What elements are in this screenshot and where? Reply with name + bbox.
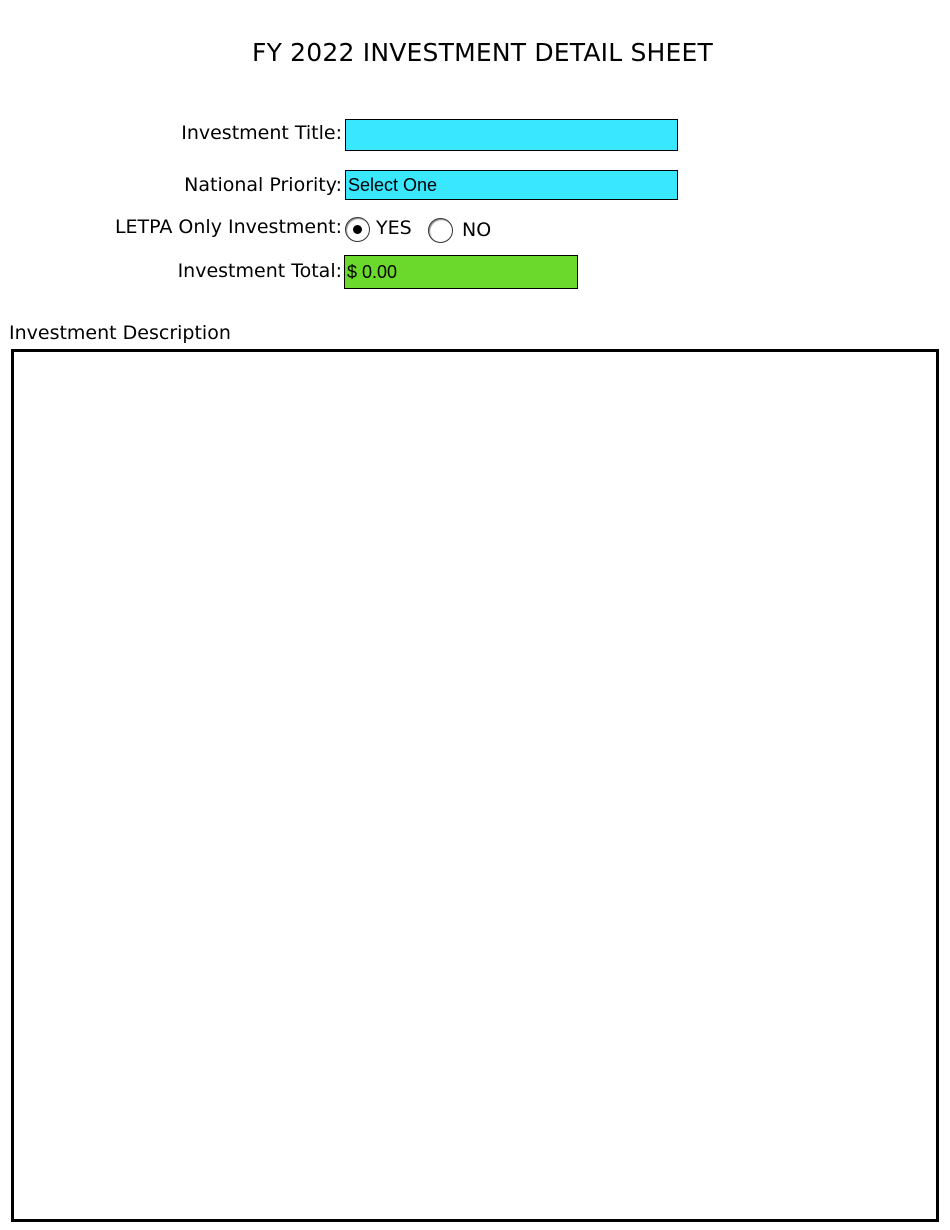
- letpa-no-radio[interactable]: [428, 218, 453, 243]
- national-priority-selected-value: Select One: [348, 174, 438, 195]
- page-title: FY 2022 INVESTMENT DETAIL SHEET: [251, 38, 714, 67]
- radio-selected-dot: [353, 225, 362, 234]
- national-priority-label: National Priority:: [184, 174, 342, 196]
- national-priority-select[interactable]: [345, 170, 678, 200]
- letpa-yes-radio[interactable]: [345, 217, 370, 242]
- letpa-only-label: LETPA Only Investment:: [114, 216, 342, 238]
- investment-description-textarea[interactable]: [11, 349, 939, 1222]
- investment-description-label: Investment Description: [9, 322, 231, 344]
- letpa-yes-label: YES: [376, 217, 412, 239]
- investment-total-input[interactable]: $ 0.00: [344, 255, 578, 289]
- investment-title-label: Investment Title:: [181, 122, 342, 144]
- letpa-no-label: NO: [462, 219, 492, 241]
- investment-total-label: Investment Total:: [177, 260, 342, 282]
- investment-title-input[interactable]: [345, 119, 678, 151]
